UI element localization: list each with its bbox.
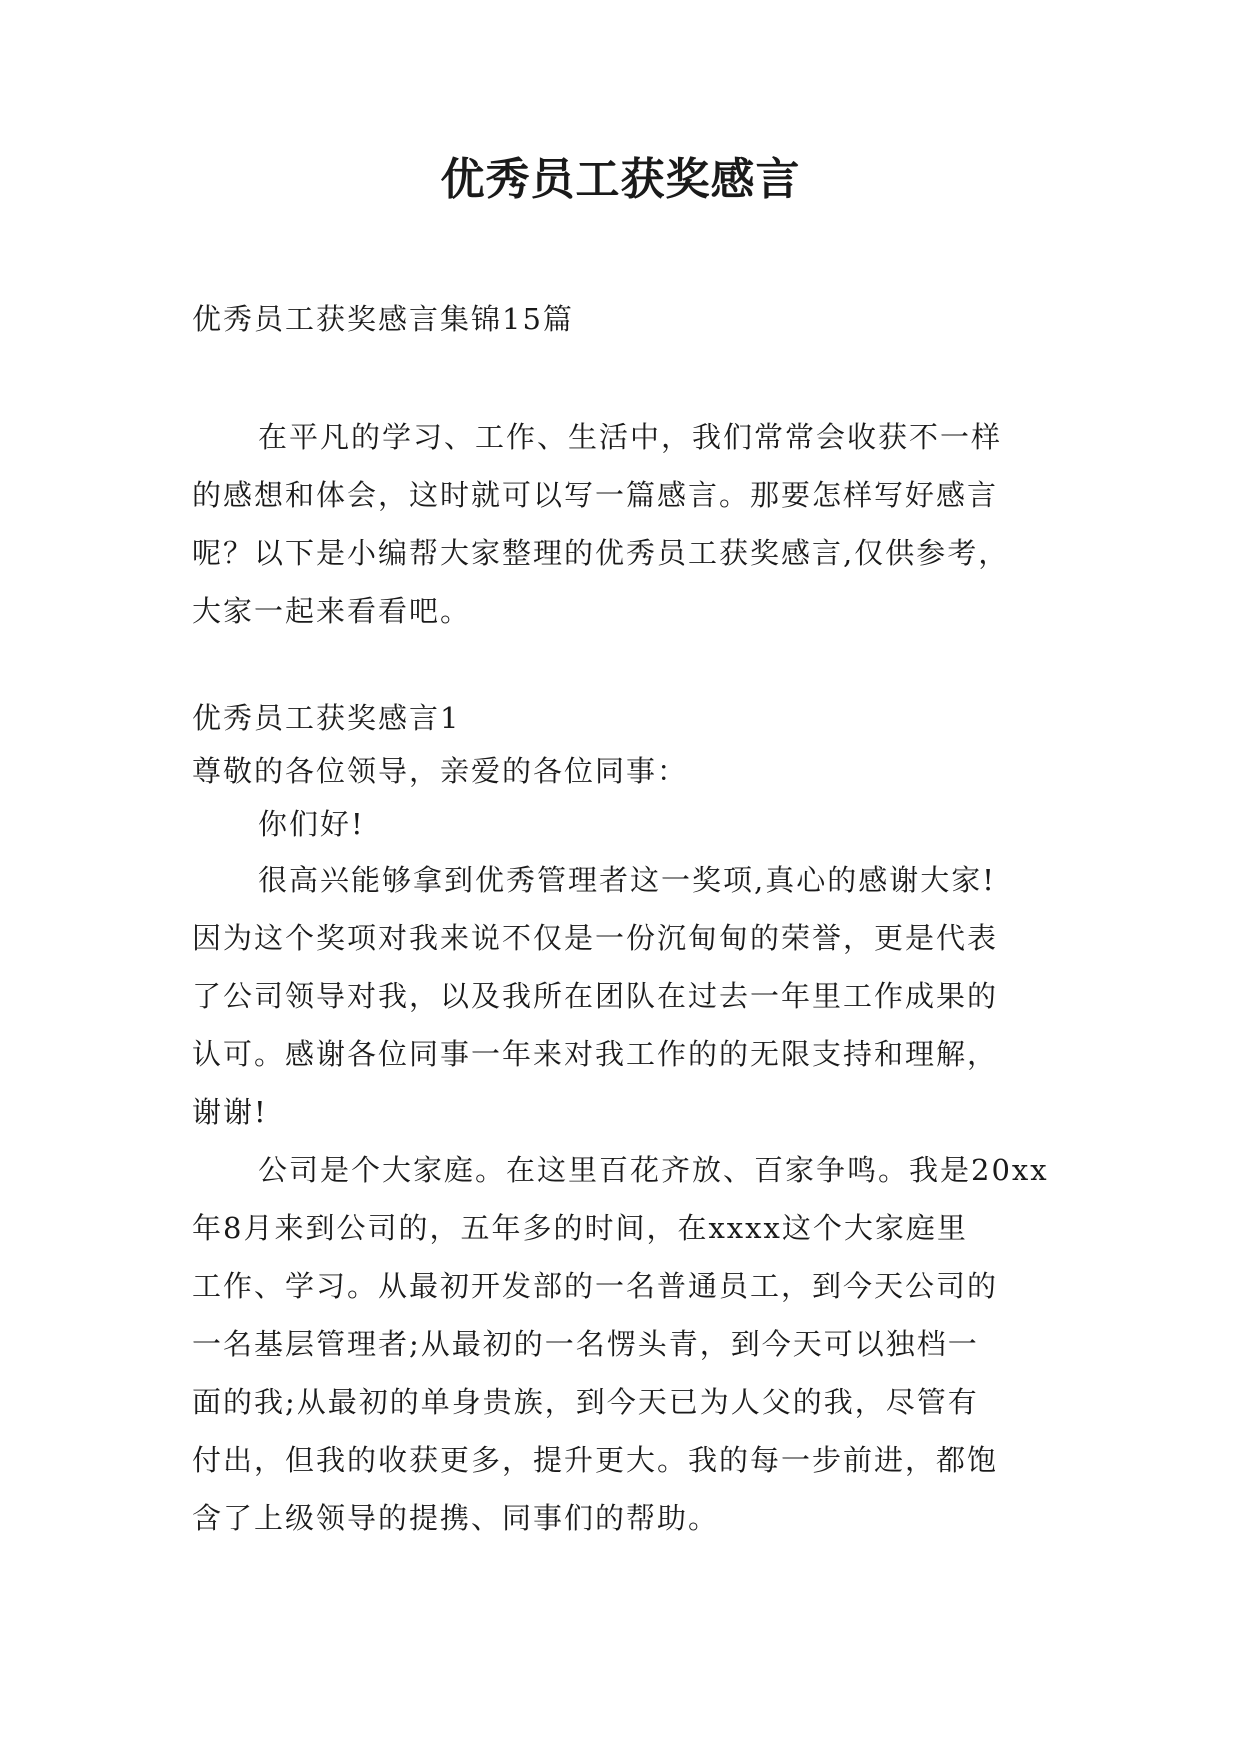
paragraph-line: 公司是个大家庭。在这里百花齐放、百家争鸣。我是20xx <box>258 1153 1049 1187</box>
intro-line: 大家一起来看看吧。 <box>192 594 472 628</box>
paragraph-line: 很高兴能够拿到优秀管理者这一奖项,真心的感谢大家! <box>258 863 996 897</box>
intro-paragraph <box>192 408 1052 640</box>
paragraph-line: 面的我;从最初的单身贵族，到今天已为人父的我，尽管有 <box>192 1385 979 1419</box>
document-body <box>192 290 1052 1547</box>
paragraph-line: 一名基层管理者;从最初的一名愣头青，到今天可以独档一 <box>192 1327 979 1361</box>
paragraph-line: 了公司领导对我，以及我所在团队在过去一年里工作成果的 <box>192 979 999 1013</box>
paragraph-line: 含了上级领导的提携、同事们的帮助。 <box>192 1501 720 1535</box>
intro-line: 的感想和体会，这时就可以写一篇感言。那要怎样写好感言 <box>192 478 999 512</box>
intro-line: 呢？以下是小编帮大家整理的优秀员工获奖感言,仅供参考， <box>192 536 1010 570</box>
section-heading: 优秀员工获奖感言1 <box>192 701 461 735</box>
document-subtitle: 优秀员工获奖感言集锦15篇 <box>192 302 574 336</box>
body-paragraph-1 <box>192 851 1052 1141</box>
paragraph-line: 工作、学习。从最初开发部的一名普通员工，到今天公司的 <box>192 1269 999 1303</box>
paragraph-line: 付出，但我的收获更多，提升更大。我的每一步前进，都饱 <box>192 1443 999 1477</box>
document-title: 优秀员工获奖感言 <box>440 154 801 205</box>
paragraph-line: 认可。感谢各位同事一年来对我工作的的无限支持和理解， <box>192 1037 999 1071</box>
intro-line: 在平凡的学习、工作、生活中，我们常常会收获不一样 <box>258 420 1003 454</box>
salutation: 尊敬的各位领导，亲爱的各位同事： <box>192 754 689 788</box>
paragraph-line: 谢谢! <box>192 1095 268 1129</box>
greeting: 你们好! <box>258 807 365 841</box>
paragraph-line: 年8月来到公司的，五年多的时间，在xxxx这个大家庭里 <box>192 1211 968 1245</box>
paragraph-line: 因为这个奖项对我来说不仅是一份沉甸甸的荣誉，更是代表 <box>192 921 999 955</box>
body-paragraph-2 <box>192 1141 1052 1547</box>
section-1 <box>192 692 1052 1547</box>
